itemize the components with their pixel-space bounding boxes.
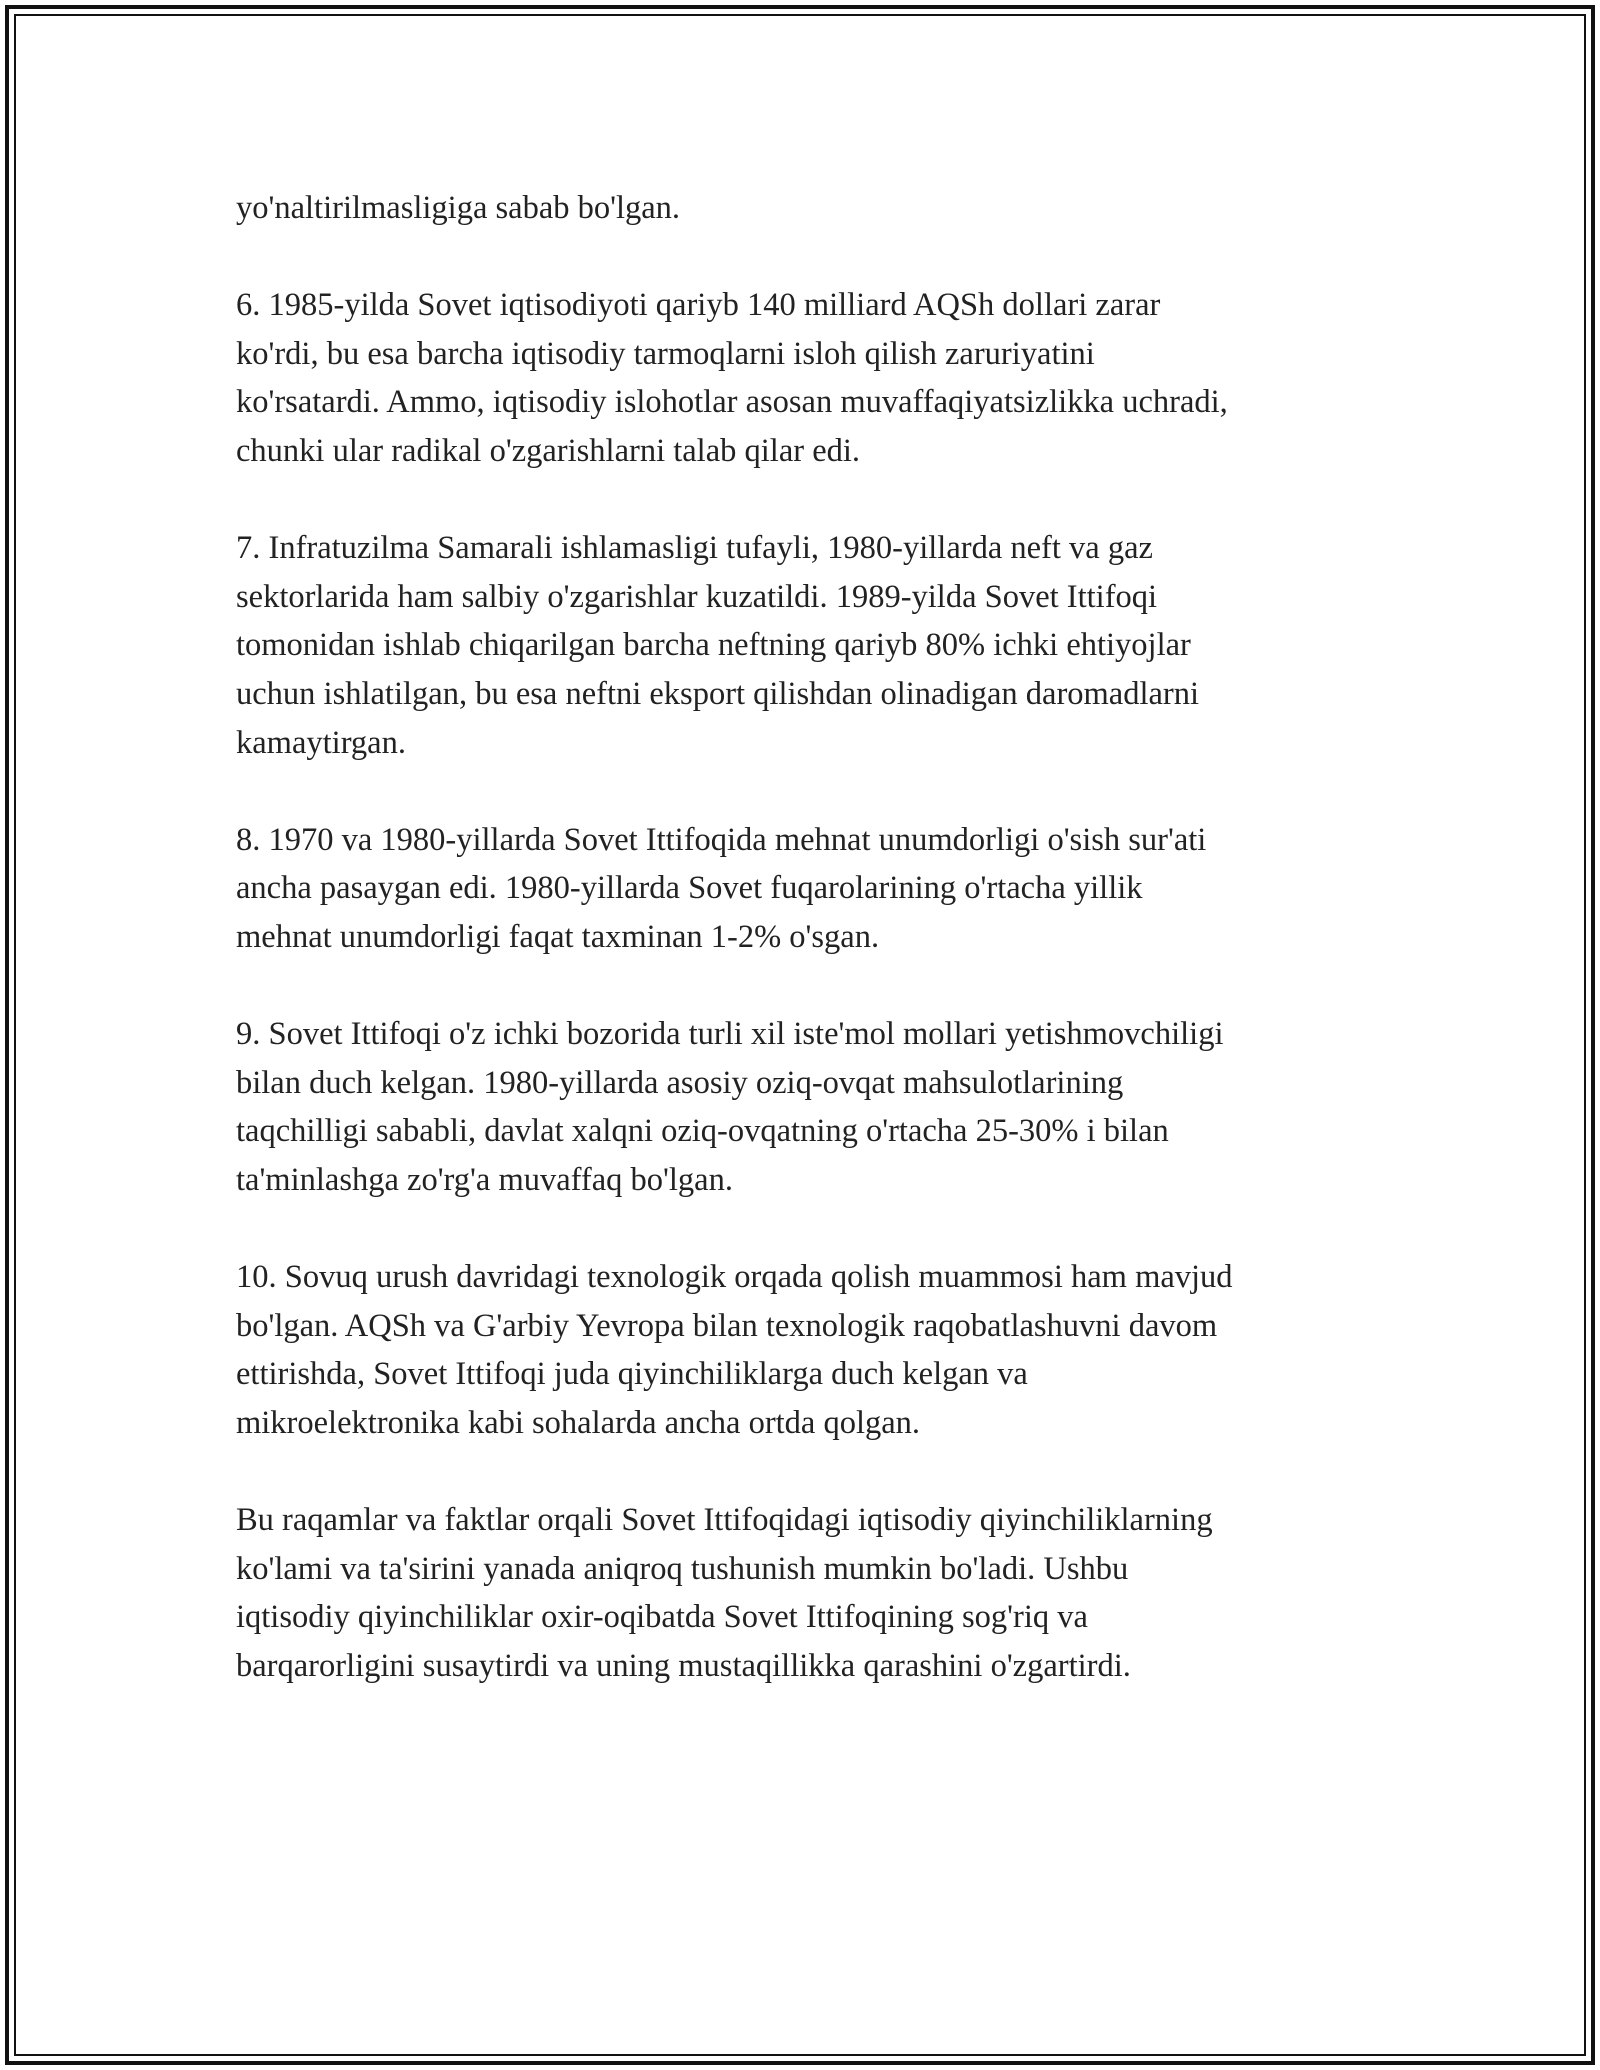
paragraph-item-9 <box>236 1010 1366 1204</box>
text-line: 7. Infratuzilma Samarali ishlamasligi tufayli, 1980-yillarda neft va gaz <box>236 530 1153 567</box>
text-line: tomonidan ishlab chiqarilgan barcha neftning qariyb 80% ichki ehtiyojlar <box>236 627 1191 664</box>
text-line: uchun ishlatilgan, bu esa neftni eksport qilishdan olinadigan daromadlarni <box>236 675 1200 712</box>
text-line: ko'rdi, bu esa barcha iqtisodiy tarmoqlarni isloh qilish zaruriyatini <box>236 335 1095 372</box>
text-line: ko'lami va ta'sirini yanada aniqroq tushunish mumkin bo'ladi. Ushbu <box>236 1550 1129 1587</box>
text-line: taqchilligi sababli, davlat xalqni oziq-ovqatning o'rtacha 25-30% i bilan <box>236 1113 1169 1150</box>
text-line: barqarorligini susaytirdi va uning mustaqillikka qarashini o'zgartirdi. <box>236 1647 1131 1684</box>
text-line: ettirishda, Sovet Ittifoqi juda qiyinchiliklarga duch kelgan va <box>236 1356 1028 1393</box>
text-line: bilan duch kelgan. 1980-yillarda asosiy oziq-ovqat mahsulotlarining <box>236 1064 1124 1101</box>
document-body <box>236 184 1366 1739</box>
paragraph-item-10 <box>236 1253 1366 1447</box>
paragraph-item-8 <box>236 816 1366 962</box>
text-line: yo'naltirilmasligiga sabab bo'lgan. <box>236 190 681 226</box>
text-line: 8. 1970 va 1980-yillarda Sovet Ittifoqida mehnat unumdorligi o'sish sur'ati <box>236 821 1207 858</box>
text-line: kamaytirgan. <box>236 724 406 761</box>
text-line: mehnat unumdorligi faqat taxminan 1-2% o'sgan. <box>236 918 880 955</box>
text-line: chunki ular radikal o'zgarishlarni talab qilar edi. <box>236 432 861 469</box>
text-line: 6. 1985-yilda Sovet iqtisodiyoti qariyb 140 milliard AQSh dollari zarar <box>236 287 1161 324</box>
paragraph-continuation <box>236 184 1366 233</box>
paragraph-conclusion <box>236 1496 1366 1690</box>
text-line: Bu raqamlar va faktlar orqali Sovet Ittifoqidagi iqtisodiy qiyinchiliklarning <box>236 1502 1213 1539</box>
paragraph-item-6 <box>236 281 1366 475</box>
text-line: ta'minlashga zo'rg'a muvaffaq bo'lgan. <box>236 1161 733 1198</box>
text-line: ko'rsatardi. Ammo, iqtisodiy islohotlar asosan muvaffaqiyatsizlikka uchradi, <box>236 384 1228 421</box>
text-line: 10. Sovuq urush davridagi texnologik orqada qolish muammosi ham mavjud <box>236 1259 1233 1296</box>
text-line: ancha pasaygan edi. 1980-yillarda Sovet fuqarolarining o'rtacha yillik <box>236 870 1143 907</box>
text-line: 9. Sovet Ittifoqi o'z ichki bozorida turli xil iste'mol mollari yetishmovchiligi <box>236 1016 1224 1053</box>
text-line: sektorlarida ham salbiy o'zgarishlar kuzatildi. 1989-yilda Sovet Ittifoqi <box>236 578 1158 615</box>
text-line: mikroelektronika kabi sohalarda ancha ortda qolgan. <box>236 1404 921 1441</box>
text-line: bo'lgan. AQSh va G'arbiy Yevropa bilan texnologik raqobatlashuvni davom <box>236 1307 1218 1344</box>
paragraph-item-7 <box>236 524 1366 767</box>
text-line: iqtisodiy qiyinchiliklar oxir-oqibatda Sovet Ittifoqining sog'riq va <box>236 1599 1088 1636</box>
